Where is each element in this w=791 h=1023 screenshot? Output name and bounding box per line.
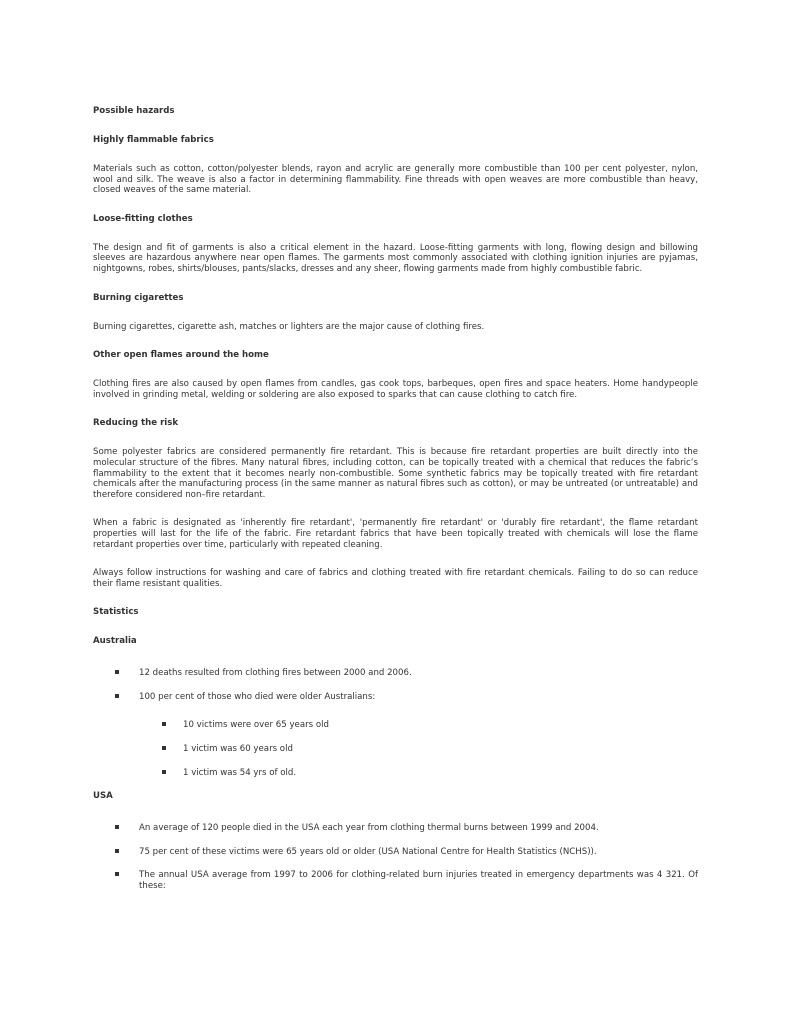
paragraph-reducing-risk-2: When a fabric is designated as 'inherently fire retardant', 'permanently fire retardant' or 'durably fire retardant', the flame retardant properties will last for the life of the fabric. Fire retardant fabrics that have been topically treated with chemicals will lose the flame retardant properties over time, particularly with repeated cleaning.	[93, 518, 698, 550]
heading-australia: Australia	[93, 636, 137, 647]
list-item	[162, 768, 698, 779]
list-item-text: 100 per cent of those who died were older Australians:	[139, 691, 376, 702]
list-item	[115, 692, 698, 703]
bullet-icon	[115, 825, 119, 829]
list-item-text: 1 victim was 54 yrs of old.	[183, 767, 297, 778]
bullet-icon	[115, 670, 119, 674]
paragraph-flammable-fabrics: Materials such as cotton, cotton/polyester blends, rayon and acrylic are generally more combustible than 100 per cent polyester, nylon, wool and silk. The weave is also a factor in determining flammability. Fine threads with open weaves are more combustible than heavy, closed weaves of the same material.	[93, 164, 698, 196]
list-item-text: 75 per cent of these victims were 65 years old or older (USA National Centre for Health Statistics (NCHS)).	[139, 846, 597, 857]
paragraph-reducing-risk-1: Some polyester fabrics are considered permanently fire retardant. This is because fire retardant properties are built directly into the molecular structure of the fibres. Many natural fibres, including cotton, can be topically treated with a chemical that reduces the fabric’s flammability to the extent that it becomes nearly non-combustible. Some synthetic fabrics may be topically treated with fire retardant chemicals after the manufacturing process (in the same manner as natural fibres such as cotton), or may be untreated (or untreatable) and therefore considered non–fire retardant.	[93, 447, 698, 500]
heading-possible-hazards: Possible hazards	[93, 106, 175, 116]
heading-statistics: Statistics	[93, 607, 139, 618]
heading-flammable-fabrics: Highly flammable fabrics	[93, 135, 214, 145]
paragraph-cigarettes: Burning cigarettes, cigarette ash, matches or lighters are the major cause of clothing fires.	[93, 321, 485, 332]
bullet-icon	[115, 694, 119, 698]
list-item-text: 10 victims were over 65 years old	[183, 720, 329, 731]
bullet-icon	[162, 746, 166, 750]
list-item	[115, 668, 698, 679]
list-item-text: 1 victim was 60 years old	[183, 744, 293, 755]
list-item	[162, 744, 698, 755]
list-item-text: An average of 120 people died in the USA each year from clothing thermal burns between 1999 and 2004.	[139, 823, 599, 834]
paragraph-open-flames: Clothing fires are also caused by open flames from candles, gas cook tops, barbeques, open fires and space heaters. Home handypeople involved in grinding metal, welding or soldering are also exposed to sparks that can cause clothing to catch fire.	[93, 379, 698, 400]
list-item-text: 12 deaths resulted from clothing fires between 2000 and 2006.	[139, 668, 412, 679]
list-item	[162, 720, 698, 731]
bullet-icon	[162, 770, 166, 774]
bullet-icon	[115, 849, 119, 853]
paragraph-reducing-risk-3: Always follow instructions for washing and care of fabrics and clothing treated with fire retardant chemicals. Failing to do so can reduce their flame resistant qualities.	[93, 568, 698, 589]
australia-list	[93, 668, 698, 702]
list-item	[115, 823, 698, 834]
usa-list	[93, 823, 698, 891]
list-item	[115, 870, 698, 891]
list-item	[115, 847, 698, 858]
heading-cigarettes: Burning cigarettes	[93, 292, 184, 303]
australia-sublist	[93, 720, 698, 778]
bullet-icon	[162, 722, 166, 726]
heading-reducing-risk: Reducing the risk	[93, 418, 179, 429]
heading-usa: USA	[93, 791, 113, 802]
document-page	[93, 106, 698, 905]
heading-open-flames: Other open flames around the home	[93, 350, 269, 361]
list-item-text: The annual USA average from 1997 to 2006 for clothing-related burn injuries treated in emergency departments was 4 321. Of these:	[139, 870, 698, 892]
heading-loose-fitting: Loose-fitting clothes	[93, 213, 193, 224]
paragraph-loose-fitting: The design and fit of garments is also a critical element in the hazard. Loose-fitting garments with long, flowing design and billowing sleeves are hazardous anywhere near open flames. The garments most commonly associated with clothing ignition injuries are pyjamas, nightgowns, robes, shirts/blouses, pants/slacks, dresses and any sheer, flowing garments made from highly combustible fabric.	[93, 242, 698, 274]
bullet-icon	[115, 872, 119, 876]
